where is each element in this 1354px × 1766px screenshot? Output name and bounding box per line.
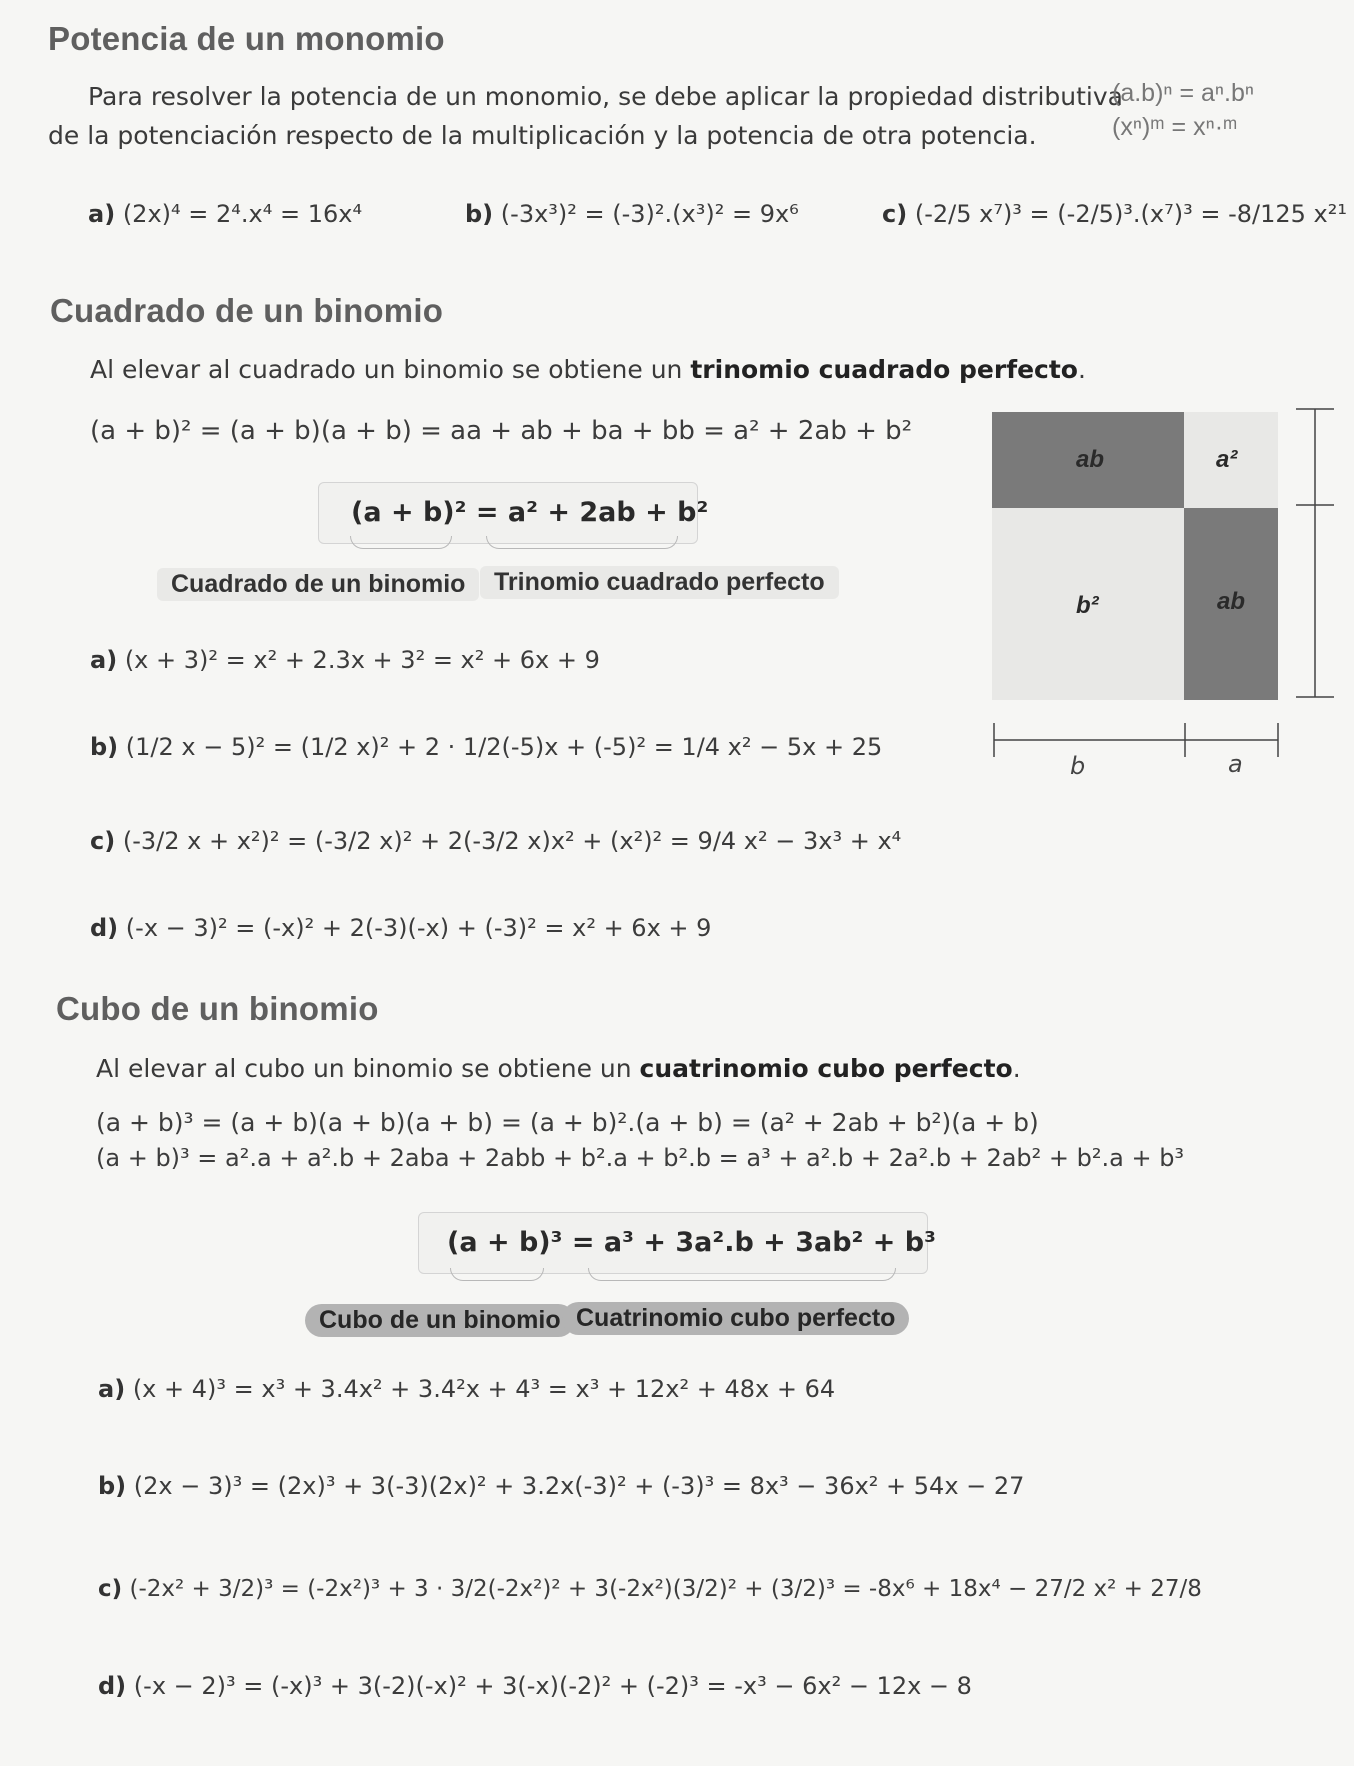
cubo-example-a	[98, 1375, 835, 1403]
label-cuadrado-binomio: Cuadrado de un binomio	[157, 568, 479, 601]
label-trinomio-cuadrado: Trinomio cuadrado perfecto	[480, 566, 839, 599]
cuadrado-example-c	[90, 827, 901, 855]
example-label: d)	[98, 1672, 127, 1700]
example-label: b)	[90, 733, 119, 761]
cuadrado-intro-end: .	[1077, 355, 1086, 384]
cuadrado-formula-box	[318, 482, 709, 544]
example-expression: (-3x³)² = (-3)².(x³)² = 9x⁶	[500, 200, 799, 228]
cubo-example-c	[98, 1576, 1202, 1602]
brace-left	[450, 1268, 544, 1281]
cuadrado-intro	[90, 355, 1086, 384]
example-expression: (1/2 x − 5)² = (1/2 x)² + 2 · 1/2(-5)x + (-5)² = 1/4 x² − 5x + 25	[125, 733, 883, 761]
cuadrado-expansion: (a + b)² = (a + b)(a + b) = aa + ab + ba + bb = a² + 2ab + b²	[90, 416, 913, 446]
example-expression: (-2/5 x⁷)³ = (-2/5)³.(x⁷)³ = -8/125 x²¹	[914, 200, 1347, 228]
example-label: c)	[98, 1576, 123, 1602]
square-label-ab-top: ab	[1076, 446, 1105, 473]
property-power-text: (xⁿ)ᵐ = xⁿ·ᵐ	[1112, 113, 1238, 141]
example-expression: (2x − 3)³ = (2x)³ + 3(-3)(2x)² + 3.2x(-3)² + (-3)³ = 8x³ − 36x² + 54x − 27	[133, 1472, 1025, 1500]
cubo-intro-plain: Al elevar al cubo un binomio se obtiene un	[96, 1054, 640, 1083]
cubo-expansion-1: (a + b)³ = (a + b)(a + b)(a + b) = (a + b)².(a + b) = (a² + 2ab + b²)(a + b)	[96, 1108, 1039, 1137]
cuadrado-intro-bold: trinomio cuadrado perfecto	[690, 355, 1078, 384]
section-title-potencia: Potencia de un monomio	[48, 20, 445, 57]
example-expression: (2x)⁴ = 2⁴.x⁴ = 16x⁴	[122, 200, 363, 228]
cubo-formula-box	[418, 1212, 936, 1274]
potencia-text-line2: de la potenciación respecto de la multiplicación y la potencia de otra potencia.	[48, 121, 1037, 150]
potencia-example-a	[88, 200, 362, 228]
example-expression: (x + 3)² = x² + 2.3x + 3² = x² + 6x + 9	[124, 646, 600, 674]
property-power-of-power	[1112, 113, 1237, 142]
cubo-intro-end: .	[1012, 1054, 1021, 1083]
cuadrado-example-b	[90, 733, 882, 761]
cubo-intro	[96, 1054, 1021, 1083]
brace-right	[588, 1268, 896, 1281]
example-label: a)	[88, 200, 116, 228]
example-label: b)	[465, 200, 494, 228]
potencia-example-c	[882, 200, 1347, 228]
dimension-lines	[990, 405, 1354, 785]
cubo-expansion-2: (a + b)³ = a².a + a².b + 2aba + 2abb + b².a + b².b = a³ + a².b + 2a².b + 2ab² + b².a + b³	[96, 1144, 1185, 1172]
label-cubo-binomio: Cubo de un binomio	[305, 1304, 575, 1337]
cuadrado-example-a	[90, 646, 600, 674]
cubo-example-d	[98, 1672, 972, 1700]
brace-right	[486, 536, 678, 549]
property-distributive-text: (a.b)ⁿ = aⁿ.bⁿ	[1112, 79, 1255, 107]
example-expression: (-x − 2)³ = (-x)³ + 3(-2)(-x)² + 3(-x)(-2)² + (-2)³ = -x³ − 6x² − 12x − 8	[133, 1672, 972, 1700]
section-title-cubo: Cubo de un binomio	[56, 990, 379, 1027]
example-label: b)	[98, 1472, 127, 1500]
axis-label-b: b	[1070, 752, 1086, 780]
example-expression: (-3/2 x + x²)² = (-3/2 x)² + 2(-3/2 x)x² + (x²)² = 9/4 x² − 3x³ + x⁴	[122, 827, 902, 855]
example-label: c)	[882, 200, 908, 228]
cuadrado-formula: (a + b)² = a² + 2ab + b²	[351, 497, 709, 528]
square-label-ab-bottom: ab	[1217, 588, 1246, 615]
example-expression: (-x − 3)² = (-x)² + 2(-3)(-x) + (-3)² = x² + 6x + 9	[125, 914, 712, 942]
example-label: a)	[90, 646, 118, 674]
cuadrado-intro-plain: Al elevar al cuadrado un binomio se obtiene un	[90, 355, 691, 384]
cubo-formula: (a + b)³ = a³ + 3a².b + 3ab² + b³	[447, 1227, 936, 1258]
label-cuatrinomio-cubo: Cuatrinomio cubo perfecto	[562, 1302, 909, 1335]
example-label: a)	[98, 1375, 126, 1403]
square-label-b2: b²	[1076, 592, 1099, 619]
example-expression: (x + 4)³ = x³ + 3.4x² + 3.4²x + 4³ = x³ + 12x² + 48x + 64	[132, 1375, 836, 1403]
cubo-example-b	[98, 1472, 1024, 1500]
potencia-example-b	[465, 200, 799, 228]
axis-label-a: a	[1228, 750, 1243, 778]
example-expression: (-2x² + 3/2)³ = (-2x²)³ + 3 · 3/2(-2x²)² + 3(-2x²)(3/2)² + (3/2)³ = -8x⁶ + 18x⁴ − 27/2 x² + 27/8	[129, 1576, 1202, 1602]
potencia-text-line1: Para resolver la potencia de un monomio, se debe aplicar la propiedad distributiva	[88, 82, 1123, 111]
square-label-a2: a²	[1216, 446, 1238, 473]
cuadrado-example-d	[90, 914, 711, 942]
cubo-intro-bold: cuatrinomio cubo perfecto	[639, 1054, 1013, 1083]
example-label: c)	[90, 827, 116, 855]
example-label: d)	[90, 914, 119, 942]
section-title-cuadrado: Cuadrado de un binomio	[50, 292, 444, 329]
property-distributive	[1112, 79, 1254, 108]
brace-left	[350, 536, 452, 549]
